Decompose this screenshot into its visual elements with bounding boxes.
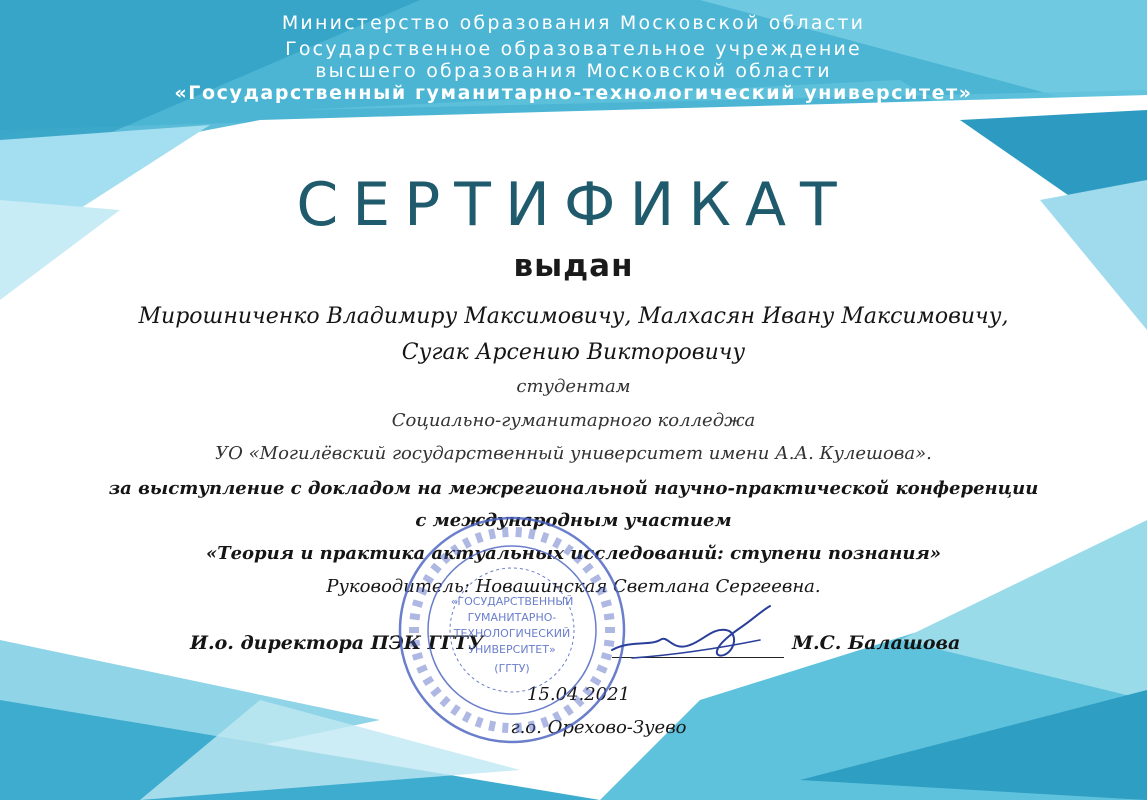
stamp-text-2: ГУМАНИТАРНО- xyxy=(467,611,557,624)
recipients-line-1: Мирошниченко Владимиру Максимовичу, Малхасян Ивану Максимовичу, xyxy=(138,304,1009,329)
ministry-line: Министерство образования Московской области xyxy=(281,12,866,34)
stamp-text-1: «ГОСУДАРСТВЕННЫЙ xyxy=(450,595,574,608)
stamp-text-3: ТЕХНОЛОГИЧЕСКИЙ xyxy=(453,627,571,640)
certificate-title: СЕРТИФИКАТ xyxy=(296,170,851,240)
signature-line xyxy=(612,657,784,658)
conference-title: «Теория и практика актуальных исследований: ступени познания» xyxy=(205,543,942,564)
college-line: Социально-гуманитарного колледжа xyxy=(391,410,756,431)
university-line: УО «Могилёвский государственный университет имени А.А. Кулешова». xyxy=(215,443,932,464)
signature-row xyxy=(0,632,1147,662)
reason-line-1: за выступление с докладом на межрегиональной научно-практической конференции xyxy=(108,478,1039,499)
reason-line-2: с международным участием xyxy=(415,510,732,531)
issue-city: г.о. Орехово-Зуево xyxy=(510,717,687,738)
signatory-position: И.о. директора ПЭК ГГТУ xyxy=(190,632,484,654)
stamp-text-4: УНИВЕРСИТЕТ» xyxy=(468,643,556,656)
issue-date: 15.04.2021 xyxy=(526,684,631,705)
institution-level-line: высшего образования Московской области xyxy=(315,60,832,82)
institution-line: Государственное образовательное учреждение xyxy=(285,38,862,60)
stamp-text-5: (ГГТУ) xyxy=(494,662,530,675)
status-line: студентам xyxy=(516,376,631,397)
issued-label: выдан xyxy=(513,248,634,284)
university-name-line: «Государственный гуманитарно-технологический университет» xyxy=(174,82,973,104)
supervisor-line: Руководитель: Новашинская Светлана Сергеевна. xyxy=(326,576,821,597)
signatory-name: М.С. Балашова xyxy=(792,632,961,654)
recipients-line-2: Сугак Арсению Викторовичу xyxy=(401,340,746,365)
